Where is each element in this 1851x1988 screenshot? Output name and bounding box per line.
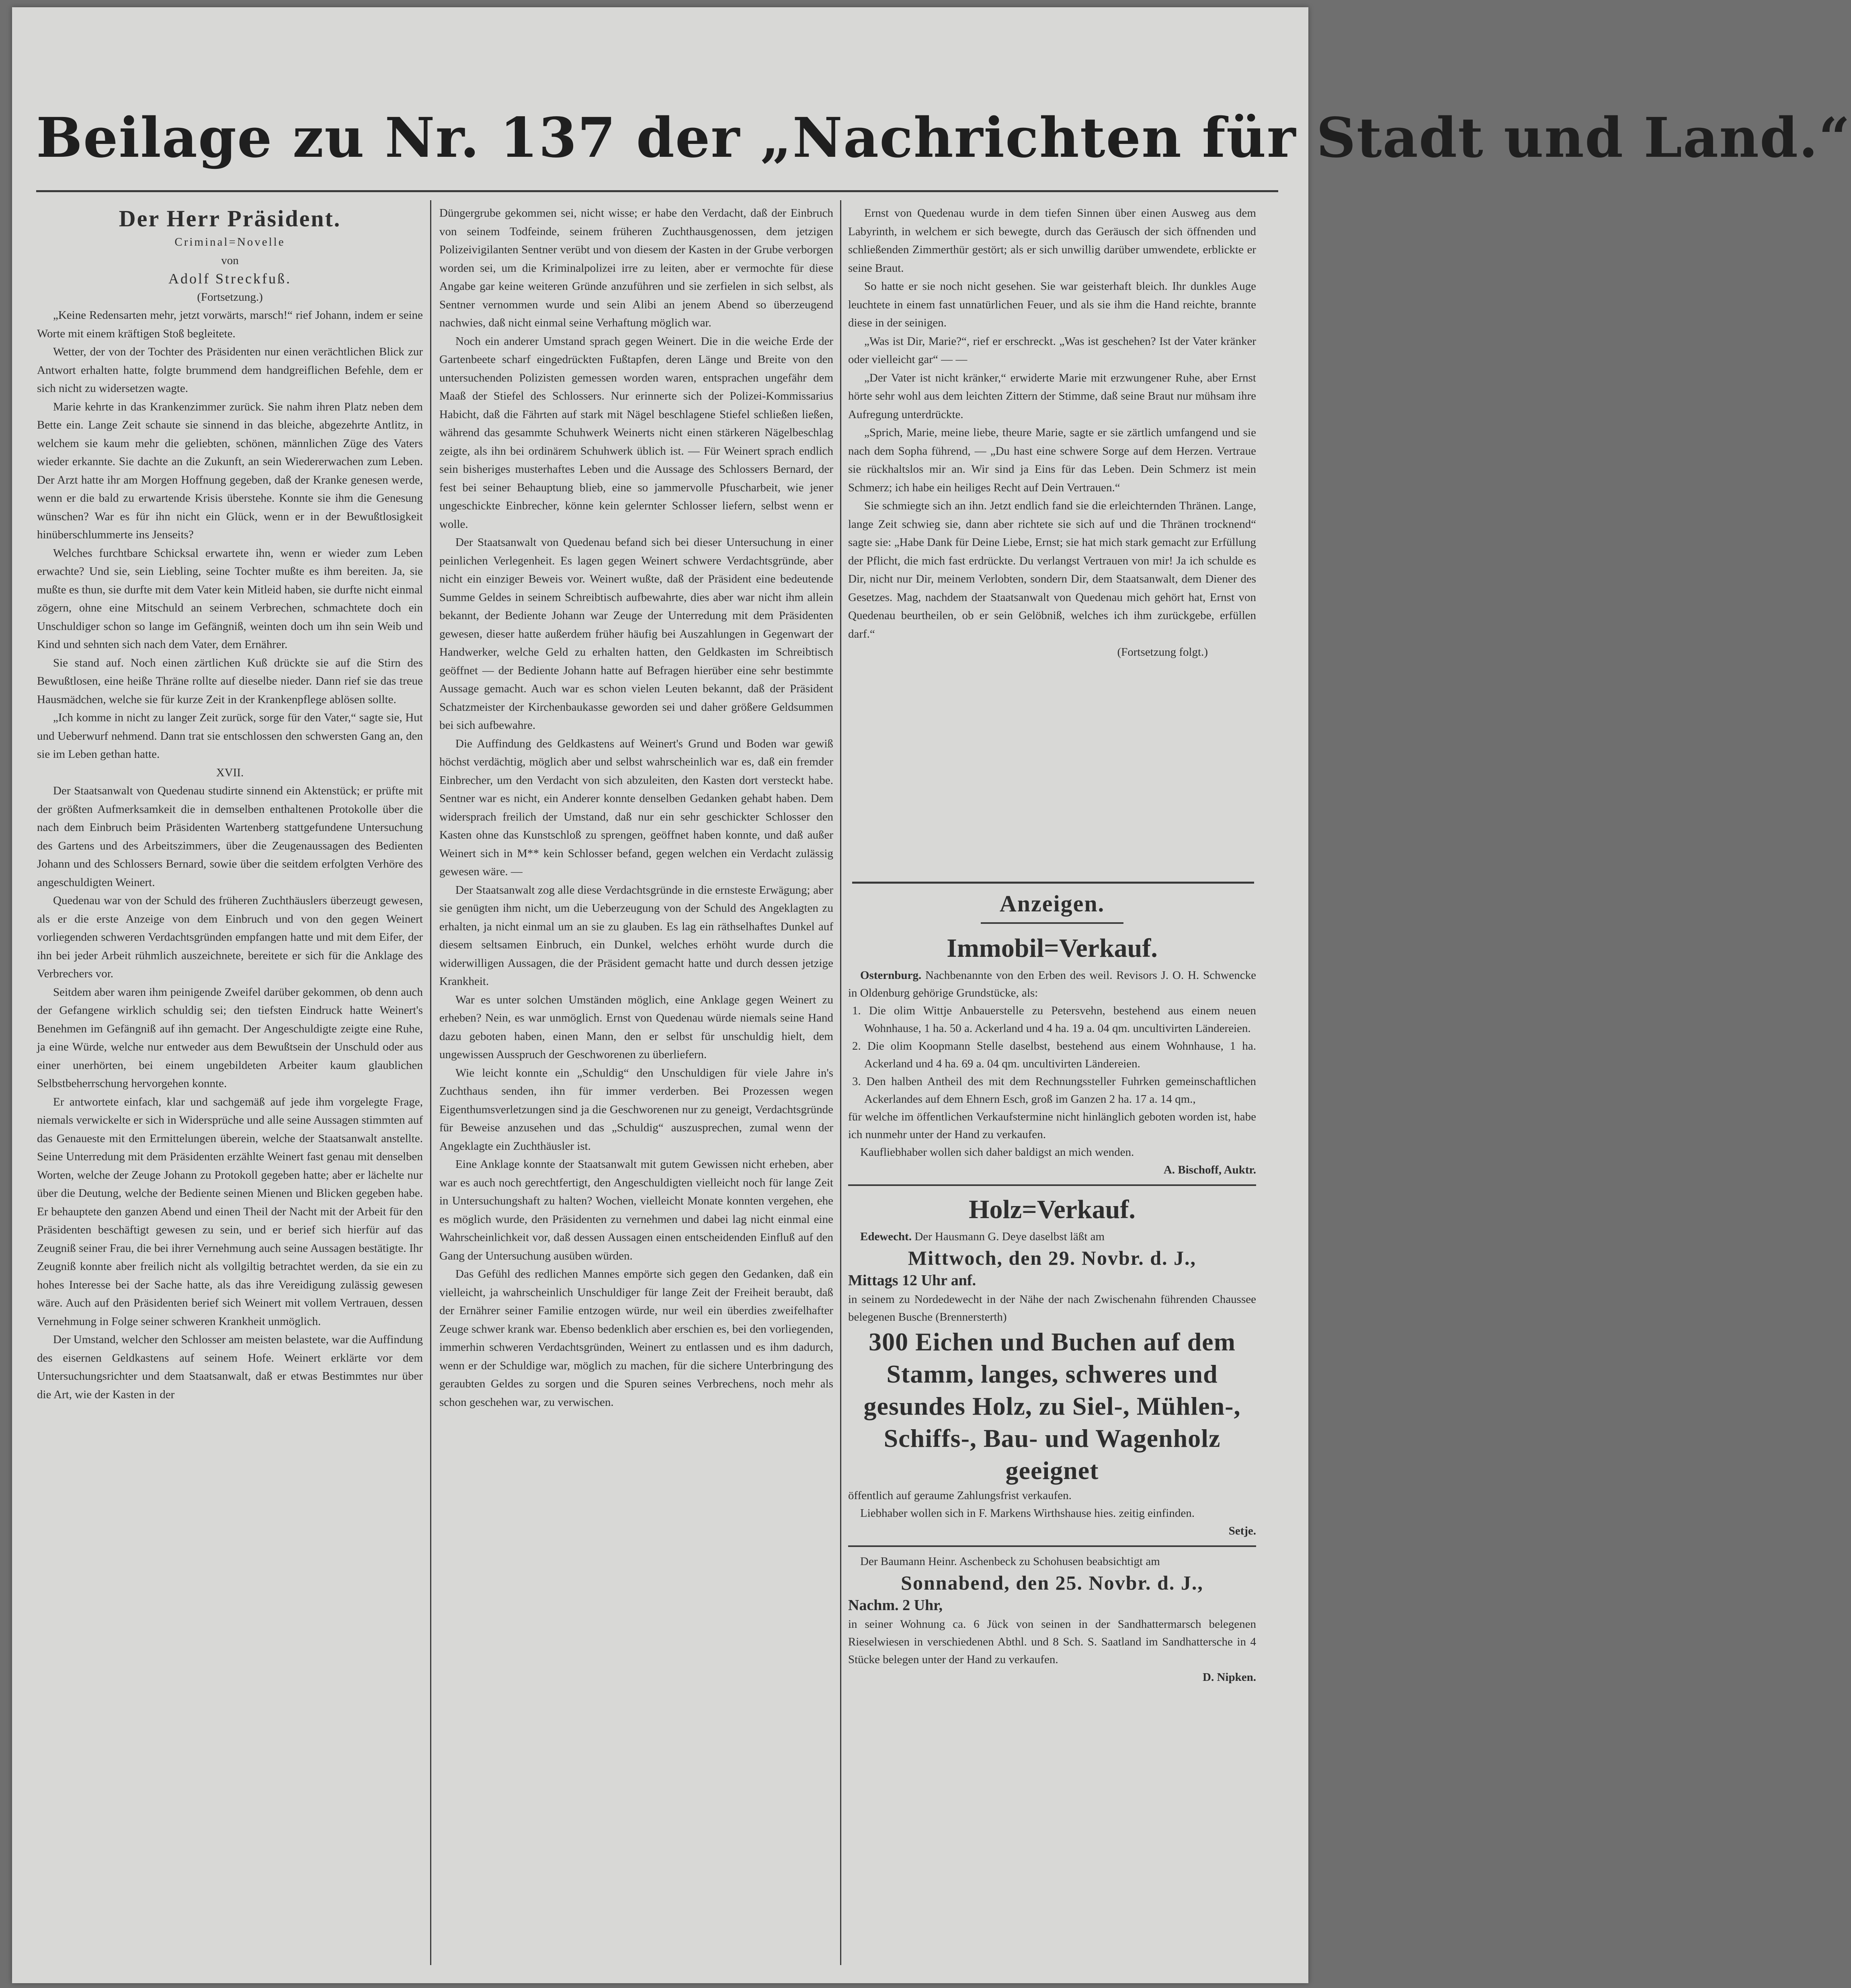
ad-signature: Setje. — [1228, 1524, 1256, 1537]
story-paragraph: Die Auffindung des Geldkastens auf Weinert's Grund und Boden war gewiß höchst verdächtig, möglich aber und selbst wahrscheinlich war es, daß ein fremder Einbrecher, um den Verdacht von sich abzuleiten, den Kasten dort versteckt habe. Sentner war es nicht, ein Anderer konnte denselben Gedanken gehabt haben. Dem widersprach freilich der Umstand, daß nur ein sehr geschickter Schlosser den Kasten ohne das Kunstschloß zu sprengen, geöffnet haben konnte, und daß außer Weinert sich in M** kein Schlosser befand, gegen welchen ein Verdacht zulässig gewesen wäre. — — [439, 737, 833, 878]
ad-divider — [848, 1184, 1256, 1186]
story-von: von — [221, 254, 239, 267]
ad-date: Mittwoch, den 29. Novbr. d. J., — [908, 1247, 1197, 1269]
ad-text: Nachbenannte von den Erben des weil. Revisors J. O. H. Schwencke in Oldenburg gehörige Grundstücke, als: — [848, 969, 1257, 999]
ad-property-sale-title: Immobil=Verkauf. — [947, 933, 1158, 963]
ads-section-title: Anzeigen. — [999, 890, 1105, 917]
story-paragraph: Der Staatsanwalt von Quedenau befand sich bei dieser Untersuchung in einer peinlichen Verlegenheit. Es lagen gegen Weinert schwere Verdachtsgründe, aber nicht ein einziger Beweis vor. Weinert wußte, daß der Präsident eine bedeutende Summe Geldes in seinem Schreibtisch aufbewahrte, dies aber war nicht ihm allein bekannt, der Bediente Johann war Zeuge der Unterredung mit dem Präsidenten gewesen, dieser hatte außerdem früher häufig bei Auszahlungen in Gegenwart der Handwerker, welche Geld zu erhalten hatten, den Geldkasten im Schreibtisch geöffnet — der Bediente Johann hatte auf Befragen hierüber eine sehr bestimmte Aussage gemacht. Auch war es schon vielen Leuten bekannt, daß der Präsident Schatzmeister der Kirchenbaukasse geworden sei und daher größere Geldsummen bei sich aufbewahre. — [439, 536, 833, 732]
story-title: Der Herr Präsident. — [119, 205, 341, 232]
ad-time: Nachm. 2 Uhr, — [848, 1597, 943, 1614]
story-paragraph: Marie kehrte in das Krankenzimmer zurück. Sie nahm ihren Platz neben dem Bette ein. Lange Zeit schaute sie sinnend in das bleiche, abgezehrte Antlitz, in welchem sie kaum mehr die geliebten, schönen, männlichen Züge des Vaters wieder erkannte. Sie dachte an die Zukunft, an sein Wiedererwachen zum Leben. Der Arzt hatte ihr am Morgen Hoffnung gegeben, daß der Kranke genesen werde, wenn er die bald zu erwartende Krisis überstehe. Konnte sie ihm die Genesung wünschen? War es für ihn nicht ein Glück, wenn er in der Bewußtlosigkeit hinüberschlummerte ins Jenseits? — [37, 400, 423, 541]
story-paragraph: Ernst von Quedenau wurde in dem tiefen Sinnen über einen Ausweg aus dem Labyrinth, in welchem er sich bewegte, durch das Geräusch der sich öffnenden und schließenden Zimmerthür gestört; als er sich unwillig darüber umwendete, erblickte er seine Braut. — [848, 207, 1256, 275]
story-paragraph: Der Staatsanwalt zog alle diese Verdachtsgründe in die ernsteste Erwägung; aber sie genügten ihm nicht, um die Ueberzeugung von der Schuld des Angeklagten zu erhalten, ja nicht einmal um an sie zu glauben. Es lag ein räthselhaftes Dunkel auf diesem seltsamen Einbruch, ein Dunkel, welches erhöht wurde durch die widerwilligen Aussagen, die der Präsident gemacht hatte und durch dessen jetzige Krankheit. — [439, 883, 833, 988]
story-paragraph: „Keine Redensarten mehr, jetzt vorwärts, marsch!“ rief Johann, indem er seine Worte mit einem kräftigen Stoß begleitete. — [37, 309, 423, 340]
supplement-header: Beilage zu Nr. 137 der „Nachrichten für Stadt und Land.“ — [36, 106, 1851, 170]
story-paragraph: „Sprich, Marie, meine liebe, theure Marie, sagte er sie zärtlich umfangend und sie nach dem Sopha führend, — „Du hast eine schwere Sorge auf dem Herzen. Vertraue sie rückhaltslos mir an. Wir sind ja Eins für das Leben. Dein Schmerz ist mein Schmerz; ich habe ein heiliges Recht auf Dein Vertrauen.“ — [848, 426, 1256, 494]
story-paragraph: Noch ein anderer Umstand sprach gegen Weinert. Die in die weiche Erde der Gartenbeete scharf eingedrückten Fußtapfen, deren Länge und Breite von den untersuchenden Polizisten gemessen worden waren, entsprachen ungefähr dem Maaß der Stiefel des Schlossers. Nur erinnerte sich der Polizei-Kommissarius Habicht, daß die Fährten auf stark mit Nägel beschlagene Stiefel schließen ließen, während das gesammte Schuhwerk Weinerts nicht einen stärkeren Nägelbeschlag zeigte, als ihn bei ordinärem Schuhwerk üblich ist. — Für Weinert sprach endlich sein bisheriges musterhaftes Leben und die Aussage des Schlossers Bernard, der fest bei seiner Behauptung blieb, eine so jammervolle Pfuscharbeit, wie jener ungeschickte Einbrecher, könne kein gelernter Schlosser liefern, selbst wenn er wolle. — [439, 334, 833, 531]
ad-signature: A. Bischoff, Auktr. — [1163, 1163, 1256, 1176]
ad-text: Der Hausmann G. Deye daselbst läßt am — [914, 1230, 1105, 1243]
story-paragraph: Wetter, der von der Tochter des Präsidenten nur einen verächtlichen Blick zur Antwort erhalten hatte, folgte brummend dem handgreiflichen Befehle, dem er sich nicht zu widersetzen wagte. — [37, 345, 423, 395]
header-rule — [36, 190, 1278, 192]
story-paragraph: Eine Anklage konnte der Staatsanwalt mit gutem Gewissen nicht erheben, aber war es auch noch gerechtfertigt, den Angeschuldigten vielleicht noch für lange Zeit in Untersuchungshaft zu halten? Wochen, vielleicht Monate konnten vergehen, ehe es möglich wurde, den Präsidenten zu vernehmen und dabei lag nicht einmal eine Wahrscheinlichkeit vor, daß dessen Aussagen einen entscheidenden Einfluß auf den Gang der Untersuchung ausüben würden. — [439, 1158, 833, 1262]
story-paragraph: Seitdem aber waren ihm peinigende Zweifel darüber gekommen, ob denn auch der Gefangene wirklich schuldig sei; den tiefsten Eindruck hatte Weinert's Benehmen im Gefängniß auf ihn gemacht. Der Angeschuldigte zeigte eine Ruhe, ja eine Würde, welche nur entweder aus dem Bewußtsein der Unschuld oder aus einer unerhörten, bei einem ungebildeten Arbeiter kaum glaublichen Selbstbeherrschung hervorgehen konnte. — [37, 985, 423, 1090]
story-paragraph: So hatte er sie noch nicht gesehen. Sie war geisterhaft bleich. Ihr dunkles Auge leuchtete in einem fast unnatürlichen Feuer, und als sie ihm die Hand reichte, brannte diese in der seinigen. — [848, 280, 1256, 329]
story-paragraph: Er antwortete einfach, klar und sachgemäß auf jede ihm vorgelegte Frage, niemals verwickelte er sich in Widersprüche und alle seine Aussagen stimmten auf das Genaueste mit den Ermittelungen überein, welche der Staatsanwalt anstellte. Seine Unterredung mit dem Präsidenten erzählte Weinert fast genau mit denselben Worten, welche der Zeuge Johann zu Protokoll gegeben hatte; aber er lächelte nur über die Deutung, welche der Bediente seinen Mienen und Blicken gegeben habe. Er behauptete den ganzen Abend und einen Theil der Nacht mit der Arbeit für den Präsidenten beschäftigt gewesen zu sein, und er berief sich hierfür auf das Zeugniß seiner Frau, die bei ihrer Vernehmung auch seine Aussagen bestätigte. Ihr Zeugniß konnte aber freilich nicht als vollgiltig betrachtet werden, da sie ein zu hohes Interesse bei der Sache hatte, als das ihre Vereidigung zulässig gewesen wäre. Auch auf den Präsidenten berief sich Weinert mit vollem Vertrauen, dessen Vernehmung in Folge seiner schweren Krankheit unmöglich. — [37, 1095, 423, 1328]
story-author: Adolf Streckfuß. — [168, 271, 291, 287]
chapter-heading: XVII. — [216, 766, 244, 779]
ad-text: Der Baumann Heinr. Aschenbeck zu Schohusen beabsichtigt am — [860, 1555, 1160, 1568]
ad-text: in seiner Wohnung ca. 6 Jück von seinen in der Sandhattermarsch belegenen Rieselwiesen in verschiedenen Abthl. und 8 Sch. S. Saatland im Sandhattersche in 4 Stücke belegen unter der Hand zu verkaufen. — [848, 1618, 1256, 1666]
ad-list-item: 1. Die olim Wittje Anbauerstelle zu Petersvehn, bestehend aus einem neuen Wohnhause, 1 ha. 50 a. Ackerland und 4 ha. 19 a. 04 qm. uncultivirten Ländereien. — [852, 1004, 1256, 1035]
story-to-be-continued: (Fortsetzung folgt.) — [1117, 646, 1208, 659]
ad-text: für welche im öffentlichen Verkaufstermine nicht hinlänglich geboten worden ist, habe ich nunmehr unter der Hand zu verkaufen. — [848, 1110, 1256, 1141]
ad-text: Liebhaber wollen sich in F. Markens Wirthshause hies. zeitig einfinden. — [860, 1507, 1195, 1520]
ad-text: Kaufliebhaber wollen sich daher baldigst an mich wenden. — [860, 1146, 1134, 1159]
story-paragraph: „Ich komme in nicht zu langer Zeit zurück, sorge für den Vater,“ sagte sie, Hut und Ueberwurf nehmend. Dann trat sie entschlossen den schwersten Gang an, den sie im Leben gethan hatte. — [37, 711, 423, 761]
story-paragraph: „Was ist Dir, Marie?“, rief er erschreckt. „Was ist geschehen? Ist der Vater kränker oder vielleicht gar“ — — — [848, 334, 1256, 366]
story-column-2 — [439, 204, 833, 1961]
ad-list-item: 2. Die olim Koopmann Stelle daselbst, bestehend aus einem Wohnhause, 1 ha. Ackerland und 4 ha. 69 a. 04 qm. uncultivirten Ländereien. — [852, 1040, 1256, 1070]
story-column-1 — [37, 204, 423, 1961]
ad-text: in seinem zu Nordedewecht in der Nähe der nach Zwischenahn führenden Chaussee belegenen Busche (Brennersterth) — [848, 1293, 1256, 1323]
ad-time: Mittags 12 Uhr anf. — [848, 1272, 976, 1289]
ad-date: Sonnabend, den 25. Novbr. d. J., — [901, 1572, 1203, 1594]
story-paragraph: Der Umstand, welcher den Schlosser am meisten belastete, war die Auffindung des eisernen Geldkastens auf seinem Hofe. Weinert erklärte vor dem Untersuchungsrichter und dem Staatsanwalt, daß er etwas Bestimmtes nur über die Art, wie der Kasten in der — [37, 1333, 423, 1401]
story-paragraph: Sie schmiegte sich an ihn. Jetzt endlich fand sie die erleichternden Thränen. Lange, lange Zeit schwieg sie, dann aber richtete sie sich auf und die Thränen trocknend“ sagte sie: „Habe Dank für Deine Liebe, Ernst; sie hat mich stark gemacht zur Erfüllung der Pflicht, die mich fast erdrückte. Du verlangst Vertrauen von mir! Ja ich schulde es Dir, nicht nur Dir, meinem Verlobten, sondern Dir, dem Staatsanwalt, dem Diener des Gesetzes. Mag, nachdem der Staatsanwalt von Quedenau mich gehört hat, Ernst von Quedenau beurtheilen, ob er sein Gelöbniß, welches ich ihm zurückgebe, erfüllen darf.“ — [848, 499, 1256, 640]
story-paragraph: Welches furchtbare Schicksal erwartete ihn, wenn er wieder zum Leben erwachte? Und sie, sein Liebling, seine Tochter mußte es ihm bereiten. Ja, sie mußte es thun, sie durfte mit dem Vater kein Mitleid haben, sie durfte nicht einmal zögern, ohne eine Mitschuld an seinem Verbrechen, schmachtete doch ein Unschuldiger schon so lange im Gefängniß, weinten doch um ihn sein Weib und Kind und sehnten sich nach dem Vater, dem Ernährer. — [37, 546, 423, 651]
story-paragraph: Düngergrube gekommen sei, nicht wisse; er habe den Verdacht, daß der Einbruch von seinem Todfeinde, seinem früheren Zuchthausgenossen, dem jetzigen Polizeivigilanten Sentner verübt und von diesem der Kasten in der Grube verborgen worden sei, um die Kriminalpolizei irre zu leiten, aber er vermochte für diese Angabe gar keine weiteren Gründe anzuführen und sie zerfielen in sich selbst, als Sentner vernommen wurde und sein Alibi an jenem Abend so überzeugend nachwies, daß nicht einmal seine Verhaftung möglich war. — [439, 207, 833, 329]
story-paragraph: Wie leicht konnte ein „Schuldig“ den Unschuldigen für viele Jahre in's Zuchthaus senden, ihn für immer verderben. Bei Prozessen wegen Eigenthumsverletzungen sind ja die Geschworenen nur zu geneigt, Verdachtsgründe für Beweise anzusehen und das „Schuldig“ auszusprechen, zumal wenn der Angeklagte ein Zuchthäusler ist. — [439, 1066, 833, 1153]
ad-timber-sale-lead — [848, 1228, 1256, 1245]
ad-property-sale-lead — [848, 966, 1256, 1002]
ads-separator-rule — [852, 882, 1254, 884]
ad-divider — [848, 1545, 1256, 1547]
story-paragraph: Das Gefühl des redlichen Mannes empörte sich gegen den Gedanken, daß ein vielleicht, ja wahrscheinlich Unschuldiger für lange Zeit der Freiheit beraubt, daß der Ernährer seiner Familie entzogen würde, nur weil ein überdies zweifelhafter Zeuge schwer krank war. Ebenso bedenklich aber erschien es, bei den vorliegenden, immerhin schweren Verdachtsgründen, Weinert zu entlassen und es ihm dadurch, wenn er der Schuldige war, möglich zu machen, für die sichere Unterbringung des geraubten Geldes zu sorgen und die Spuren seines Verbrechens, noch mehr als schon geschehen war, zu verwischen. — [439, 1268, 833, 1409]
story-paragraph: War es unter solchen Umständen möglich, eine Anklage gegen Weinert zu erheben? Nein, es war unmöglich. Ernst von Quedenau würde niemals seine Hand dazu geboten haben, einen Mann, den er selbst für unschuldig hielt, dem ungewissen Ausspruch der Geschworenen zu überliefern. — [439, 993, 833, 1061]
newspaper-page — [12, 7, 1851, 1983]
ad-signature: D. Nipken. — [1203, 1671, 1256, 1684]
ad-text: öffentlich auf geraume Zahlungsfrist verkaufen. — [848, 1489, 1072, 1502]
column-divider-1 — [430, 200, 431, 1965]
advertisements — [848, 888, 1256, 1973]
story-paragraph: „Der Vater ist nicht kränker,“ erwiderte Marie mit erzwungener Ruhe, aber Ernst hörte sehr wohl aus dem leichten Zittern der Stimme, daß seine Braut nur mühsam ihre Aufregung unterdrückte. — [848, 371, 1256, 421]
story-genre: Criminal=Novelle — [174, 236, 285, 248]
column-divider-2 — [840, 200, 841, 1965]
ad-list-item: 3. Den halben Antheil des mit dem Rechnungssteller Fuhrken gemeinschaftlichen Ackerlandes auf dem Ehnern Esch, groß im Ganzen 2 ha. 17 a. 14 qm., — [852, 1075, 1256, 1106]
ad-timber-sale-title: Holz=Verkauf. — [969, 1195, 1136, 1224]
story-continued-label: (Fortsetzung.) — [197, 290, 263, 304]
story-column-3 — [848, 204, 1256, 884]
story-paragraph: Sie stand auf. Noch einen zärtlichen Kuß drückte sie auf die Stirn des Bewußtlosen, eine heiße Thräne rollte auf dieselbe nieder. Dann rief sie das treue Hausmädchen, welche sie für kurze Zeit in der Krankenpflege ablösen sollte. — [37, 656, 423, 706]
story-paragraph: Der Staatsanwalt von Quedenau studirte sinnend ein Aktenstück; er prüfte mit der größten Aufmerksamkeit die in demselben enthaltenen Protokolle über die nach dem Einbruch beim Präsidenten Wartenberg stattgefundene Untersuchung des Gartens und des Arbeitszimmers, über die Zeugenaussagen des Bedienten Johann und des Schlossers Bernard, sowie über die seitdem erfolgten Verhöre des angeschuldigten Weinert. — [37, 784, 423, 889]
story-paragraph: Quedenau war von der Schuld des früheren Zuchthäuslers überzeugt gewesen, als er die erste Anzeige von dem Einbruch und von den gegen Weinert vorliegenden schweren Verdachtsgründen empfangen hatte und mit dem Eifer, der ihn bei jeder Arbeit rühmlich auszeichnete, bereitete er sich für die Anklage des Verbrechers vor. — [37, 894, 423, 980]
ad-highlight: 300 Eichen und Buchen auf dem Stamm, langes, schweres und gesundes Holz, zu Siel-, Mühlen-, Schiffs-, Bau- und Wagenholz geeignet — [863, 1327, 1241, 1485]
ad-divider — [981, 922, 1123, 924]
ad-place: Edewecht. — [860, 1230, 912, 1243]
ad-place: Osternburg. — [860, 969, 922, 982]
